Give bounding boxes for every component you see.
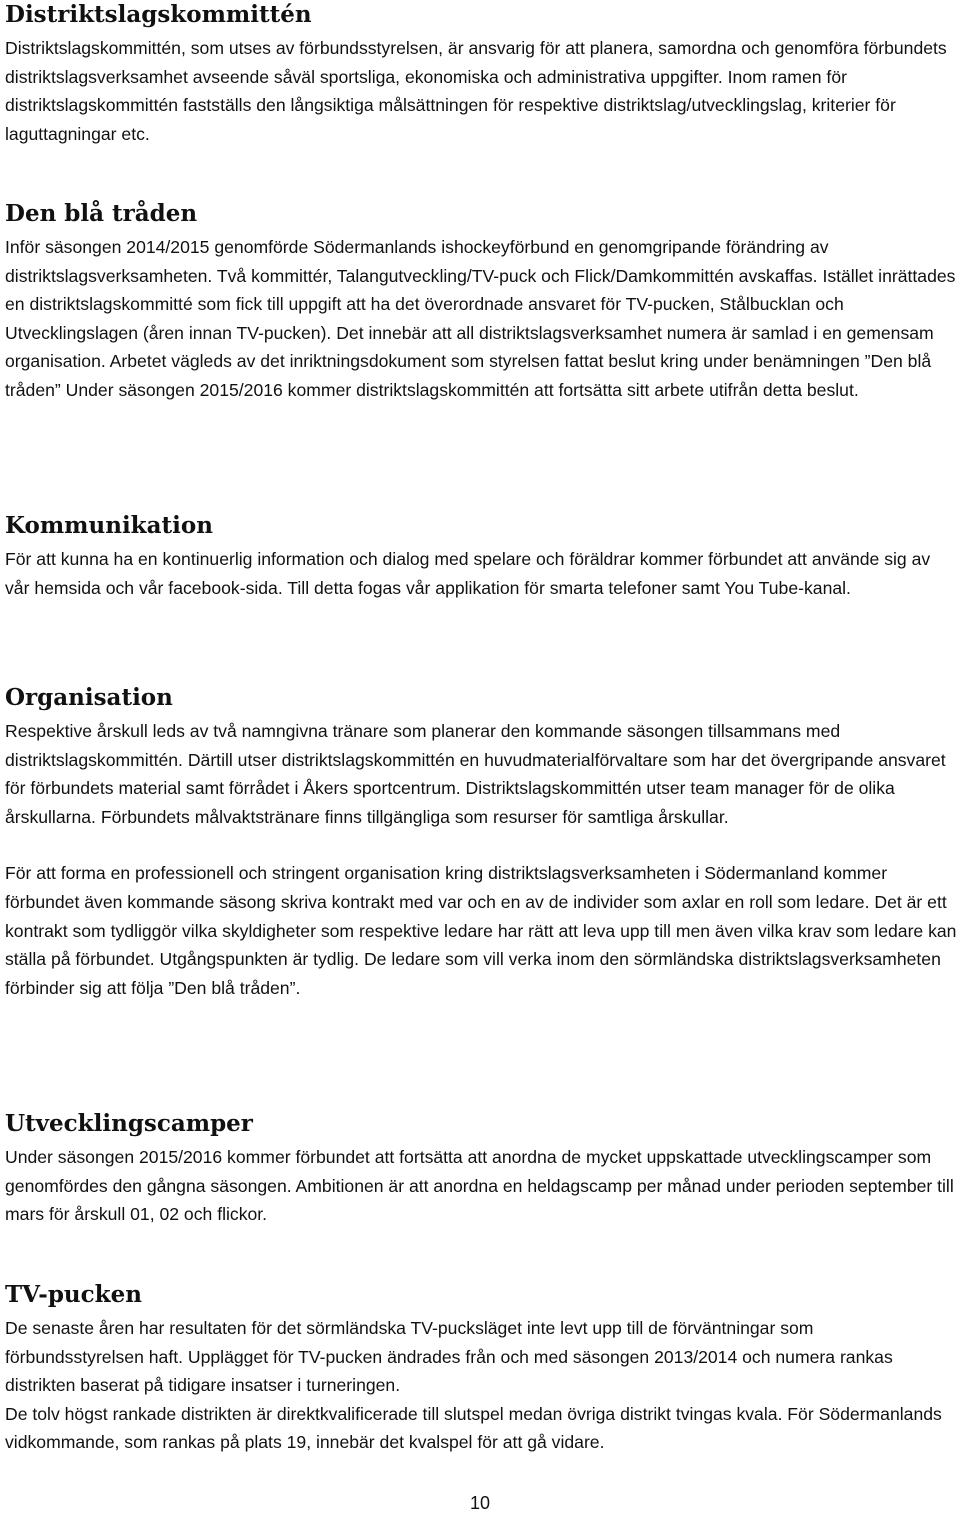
- section-paragraph: De tolv högst rankade distrikten är direktkvalificerade till slutspel medan övriga distrikt tvingas kvala. För Södermanlands vidkommande, som rankas på plats 19, innebär det kvalspel för att gå vidare.: [5, 1403, 942, 1453]
- section-tv-pucken: [5, 1280, 957, 1457]
- section-paragraph: Under säsongen 2015/2016 kommer förbundet att fortsätta att anordna de mycket uppskattade utvecklingscamper som genomfördes den gångna säsongen. Ambitionen är att anordna en heldagscamp per månad under perioden september till mars för årskull 01, 02 och flickor.: [5, 1147, 954, 1225]
- section-paragraph: De senaste åren har resultaten för det sörmländska TV-pucksläget inte levt upp till de förväntningar som förbundsstyrelsen haft. Upplägget för TV-pucken ändrades från och med säsongen 2013/2014 och numera rankas distrikten baserat på tidigare insatser i turneringen.: [5, 1318, 893, 1396]
- section-utvecklingscamper: [5, 1109, 957, 1229]
- section-paragraph: Distriktslagskommittén, som utses av förbundsstyrelsen, är ansvarig för att planera, samordna och genomföra förbundets distriktslagsverksamhet avseende såväl sportsliga, ekonomiska och administrativa uppgifter. Inom ramen för distriktslagskommittén fastställs den långsiktiga målsättningen för respektive distriktslag/utvecklingslag, kriterier för laguttagningar etc.: [5, 38, 947, 144]
- paragraph-gap: [5, 831, 957, 859]
- section-paragraph: För att forma en professionell och stringent organisation kring distriktslagsverksamheten i Södermanland kommer förbundet även kommande säsong skriva kontrakt med var och en av de individer som axlar en roll som ledare. Det är ett kontrakt som tydliggör vilka skyldigheter som respektive ledare har rätt att leva upp till men även vilka krav som ledare kan ställa på förbundet. Utgångspunkten är tydlig. De ledare som vill verka inom den sörmländska distriktslagsverksamheten förbinder sig att följa ”Den blå tråden”.: [5, 863, 957, 998]
- section-den-bla-traden: [5, 199, 957, 405]
- section-heading: Distriktslagskommittén: [5, 1, 312, 28]
- section-paragraph: För att kunna ha en kontinuerlig information och dialog med spelare och föräldrar kommer förbundet att använde sig av vår hemsida och vår facebook-sida. Till detta fogas vår applikation för smarta telefoner samt You Tube-kanal.: [5, 549, 931, 598]
- section-organisation: [5, 683, 957, 1002]
- section-paragraph: Inför säsongen 2014/2015 genomförde Södermanlands ishockeyförbund en genomgripande förändring av distriktslagsverksamheten. Två kommittér, Talangutveckling/TV-puck och Flick/Damkommittén avskaffas. Istället inrättades en distriktslagskommitté som fick till uppgift att ha det överordnade ansvaret för TV-pucken, Stålbucklan och Utvecklingslagen (åren innan TV-pucken). Det innebär att all distriktslagsverksamhet numera är samlad i en gemensam organisation. Arbetet vägleds av det inriktningsdokument som styrelsen fattat beslut kring under benämningen ”Den blå tråden” Under säsongen 2015/2016 kommer distriktslagskommittén att fortsätta sitt arbete utifrån detta beslut.: [5, 237, 956, 400]
- section-heading: Organisation: [5, 684, 173, 711]
- section-distriktslagskommitten: [5, 0, 957, 148]
- section-heading: Kommunikation: [5, 512, 213, 539]
- section-heading: Den blå tråden: [5, 200, 198, 227]
- section-heading: TV-pucken: [5, 1281, 142, 1308]
- section-kommunikation: [5, 511, 957, 602]
- page-number: 10: [469, 1493, 491, 1513]
- section-paragraph: Respektive årskull leds av två namngivna tränare som planerar den kommande säsongen tillsammans med distriktslagskommittén. Därtill utser distriktslagskommittén en huvudmaterialförvaltare som har det övergripande ansvaret för förbundets material samt förrådet i Åkers sportcentrum. Distriktslagskommittén utser team manager för de olika årskullarna. Förbundets målvaktstränare finns tillgängliga som resurser för samtliga årskullar.: [5, 721, 946, 827]
- section-heading: Utvecklingscamper: [5, 1110, 253, 1137]
